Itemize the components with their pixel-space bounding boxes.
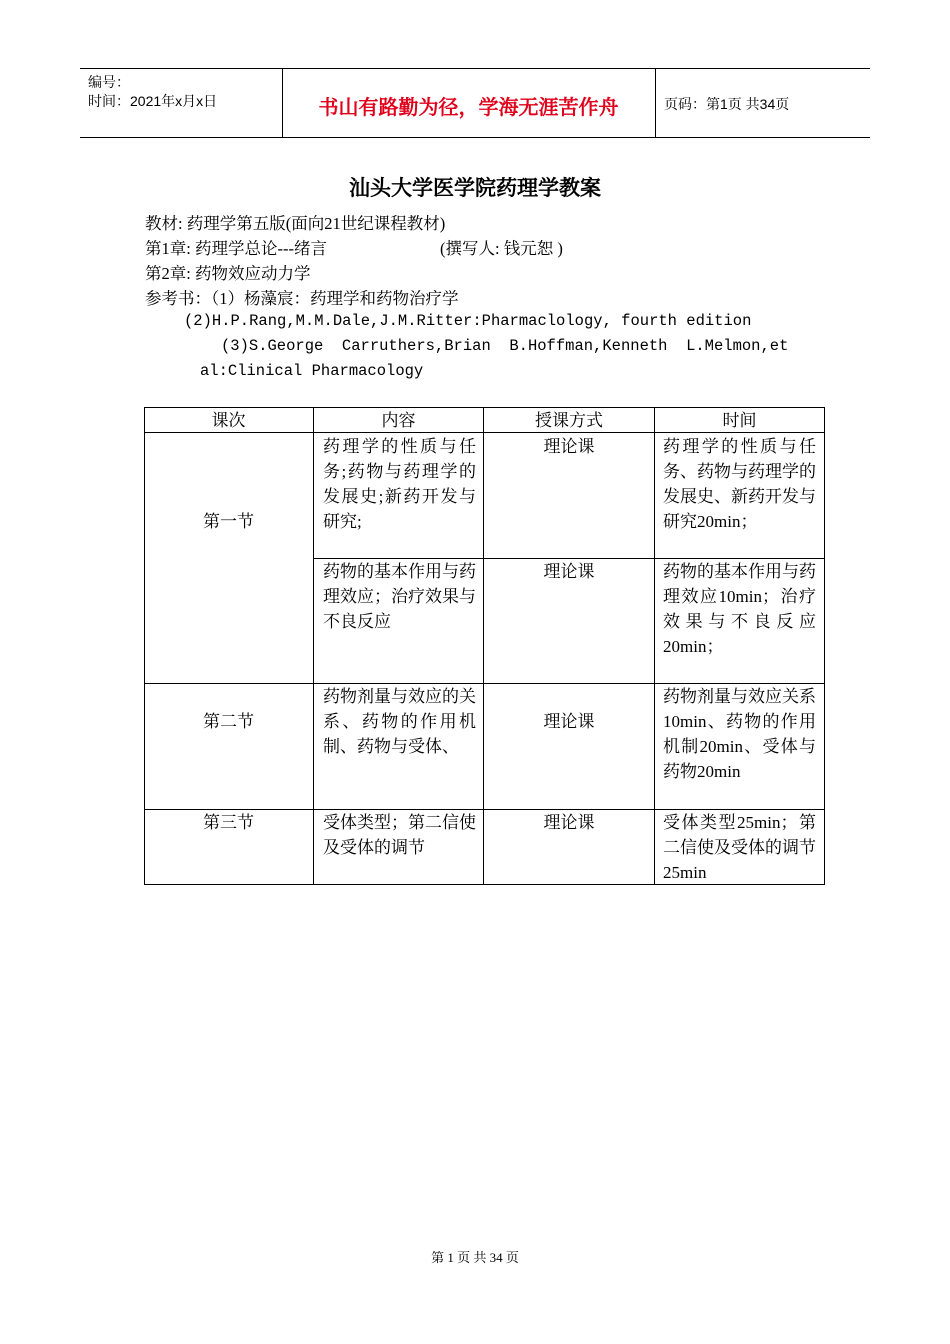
reference-3b: al:Clinical Pharmacology (200, 362, 424, 380)
header-page-info: 页码：第1页 共34页 (664, 96, 790, 112)
session-cell-3: 第三节 (203, 813, 254, 832)
doc-number-label: 编号： (88, 74, 130, 90)
reference-2: (2)H.P.Rang,M.M.Dale,J.M.Ritter:Pharmaclology, fourth edition (184, 312, 752, 330)
header-meta-cell (80, 69, 283, 137)
method-cell: 理论课 (543, 813, 595, 832)
header-motto: 书山有路勤为径，学海无涯苦作舟 (318, 97, 619, 119)
table-border (824, 407, 825, 885)
time-cell: 受体类型25min；第二信使及受体的调节25min (663, 813, 816, 882)
session-cell-2: 第二节 (203, 712, 254, 731)
content-cell: 药物剂量与效应的关系、药物的作用机制、药物与受体、 (323, 687, 476, 756)
author-line: (撰写人: 钱元恕 ) (440, 239, 563, 258)
header-page-cell (656, 69, 870, 137)
content-cell: 药理学的性质与任务;药物与药理学的发展史;新药开发与研究; (323, 437, 476, 531)
session-cell-1: 第一节 (203, 512, 254, 531)
page-header (80, 68, 870, 138)
content-cell: 受体类型；第二信使及受体的调节 (323, 813, 476, 857)
table-header-content: 内容 (381, 411, 416, 430)
table-border (654, 407, 655, 885)
time-cell: 药物的基本作用与药理效应10min；治疗效果与不良反应20min； (663, 562, 816, 656)
textbook-line: 教材: 药理学第五版(面向21世纪课程教材) (145, 214, 446, 233)
method-cell: 理论课 (543, 437, 595, 456)
time-cell: 药理学的性质与任务、药物与药理学的发展史、新药开发与研究20min； (663, 437, 816, 531)
table-border (313, 407, 314, 885)
lesson-table (144, 407, 825, 885)
time-cell: 药物剂量与效应关系10min、药物的作用机制20min、受体与药物20min (663, 687, 816, 781)
table-header-session: 课次 (211, 411, 246, 430)
method-cell: 理论课 (543, 712, 595, 731)
chapter1-line: 第1章: 药理学总论---绪言 (145, 239, 327, 258)
doc-time-label: 时间：2021年x月x日 (88, 93, 218, 109)
reference-3a: (3)S.George Carruthers,Brian B.Hoffman,Kenneth L.Melmon,et (221, 337, 789, 355)
chapter2-line: 第2章: 药物效应动力学 (145, 264, 311, 283)
references-line: 参考书：（1）杨藻宸：药理学和药物治疗学 (145, 289, 459, 308)
page-footer: 第 1 页 共 34 页 (431, 1250, 519, 1265)
method-cell: 理论课 (543, 562, 595, 581)
content-cell: 药物的基本作用与药理效应；治疗效果与不良反应 (323, 562, 476, 631)
page-title: 汕头大学医学院药理学教案 (349, 177, 601, 200)
table-header-method: 授课方式 (535, 411, 603, 430)
header-motto-cell (282, 69, 656, 137)
table-header-time: 时间 (722, 411, 757, 430)
